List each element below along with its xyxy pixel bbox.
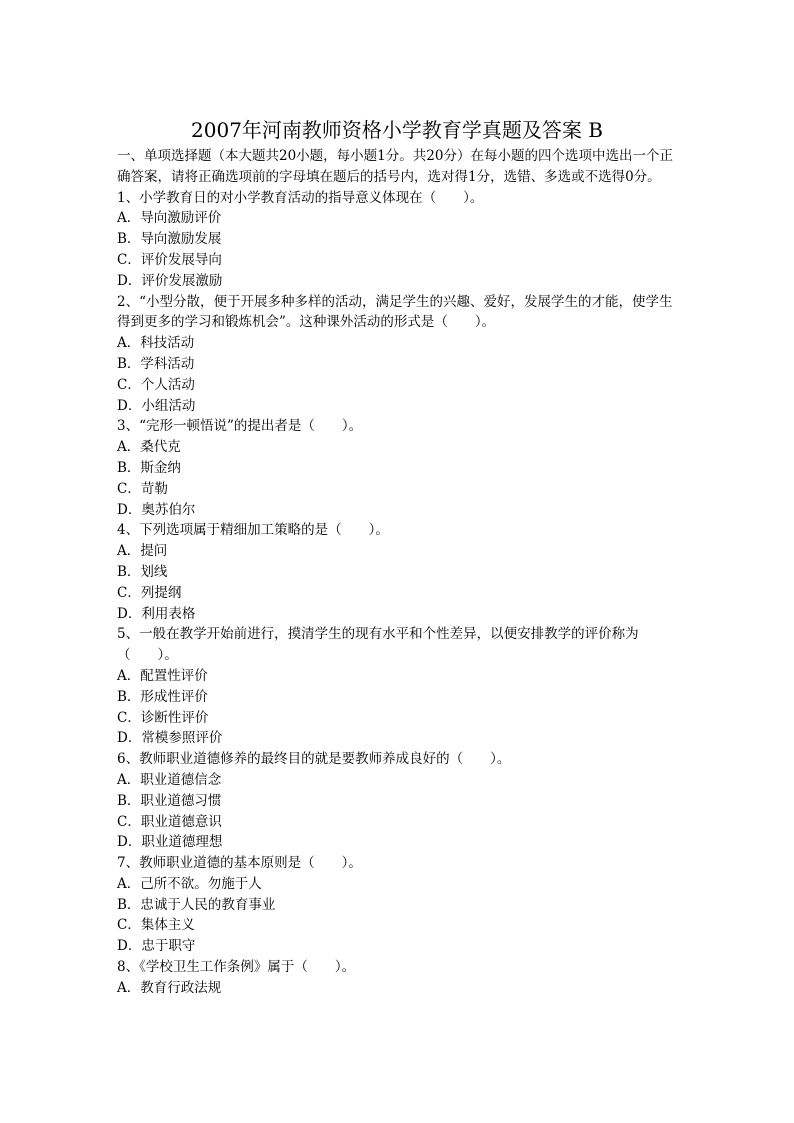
option-b: B．职业道德习惯 — [117, 792, 222, 809]
question-stem: 1、小学教育日的对小学教育活动的指导意义体现在（ ）。 — [117, 189, 484, 206]
option-a: A．桑代克 — [117, 439, 181, 456]
question-stem: 5、一般在教学开始前进行，摸清学生的现有水平和个性差异，以便安排教学的评价称为（ ）。 — [117, 626, 639, 664]
option-d: D．利用表格 — [117, 605, 196, 622]
option-b: B．斯金纳 — [117, 459, 181, 476]
option-a: A．教育行政法规 — [117, 979, 222, 996]
option-c: C．职业道德意识 — [117, 813, 222, 830]
question-stem: 4、下列选项属于精细加工策略的是（ ）。 — [117, 522, 389, 539]
option-c: C．苛勒 — [117, 480, 168, 497]
option-d: D．职业道德理想 — [117, 834, 223, 851]
option-c: C．列提纲 — [117, 584, 182, 601]
option-a: A．职业道德信念 — [117, 771, 222, 788]
option-d: D．常模参照评价 — [117, 730, 223, 747]
question-stem: 7、教师职业道德的基本原则是（ ）。 — [117, 855, 362, 872]
option-b: B．学科活动 — [117, 355, 195, 372]
option-d: D．奥苏伯尔 — [117, 501, 196, 518]
question-2 — [117, 292, 677, 417]
option-c: C．评价发展导向 — [117, 251, 222, 268]
option-a: A．配置性评价 — [117, 667, 208, 684]
option-d: D．小组活动 — [117, 397, 196, 414]
option-b: B．忠诚于人民的教育事业 — [117, 896, 276, 913]
option-c: C．个人活动 — [117, 376, 195, 393]
question-7 — [117, 853, 677, 957]
question-6 — [117, 749, 677, 853]
question-5 — [117, 624, 677, 749]
option-c: C．诊断性评价 — [117, 709, 209, 726]
section-intro: 一、单项选择题（本大题共20小题，每小题1分。共20分）在每小题的四个选项中选出一个正确答案，请将正确选项前的字母填在题后的括号内，选对得1分，选错、多选或不选得0分。 — [117, 148, 673, 185]
question-stem: 6、教师职业道德修养的最终目的就是要教师养成良好的（ ）。 — [117, 751, 511, 768]
question-8 — [117, 957, 677, 999]
option-d: D．评价发展激励 — [117, 272, 223, 289]
option-a: A．己所不欲。勿施于人 — [117, 875, 262, 892]
question-stem: 3、“完形一顿悟说”的提出者是（ ）。 — [117, 418, 363, 435]
question-stem: 2、“小型分散，便于开展多种多样的活动，满足学生的兴趣、爱好，发展学生的才能，使学生得到更多的学习和锻炼机会”。这种课外活动的形式是（ ）。 — [117, 293, 673, 331]
option-a: A．提问 — [117, 543, 168, 560]
option-a: A．导向激励评价 — [117, 210, 222, 227]
option-a: A．科技活动 — [117, 335, 195, 352]
document-title: 2007年河南教师资格小学教育学真题及答案 B — [191, 118, 603, 142]
document-page — [117, 116, 677, 999]
question-stem: 8、《学校卫生工作条例》属于（ ）。 — [117, 959, 356, 976]
option-b: B．划线 — [117, 563, 168, 580]
option-d: D．忠于职守 — [117, 938, 196, 955]
option-c: C．集体主义 — [117, 917, 195, 934]
option-b: B．导向激励发展 — [117, 231, 222, 248]
question-3 — [117, 416, 677, 520]
question-4 — [117, 520, 677, 624]
option-b: B．形成性评价 — [117, 688, 208, 705]
question-1 — [117, 188, 677, 292]
